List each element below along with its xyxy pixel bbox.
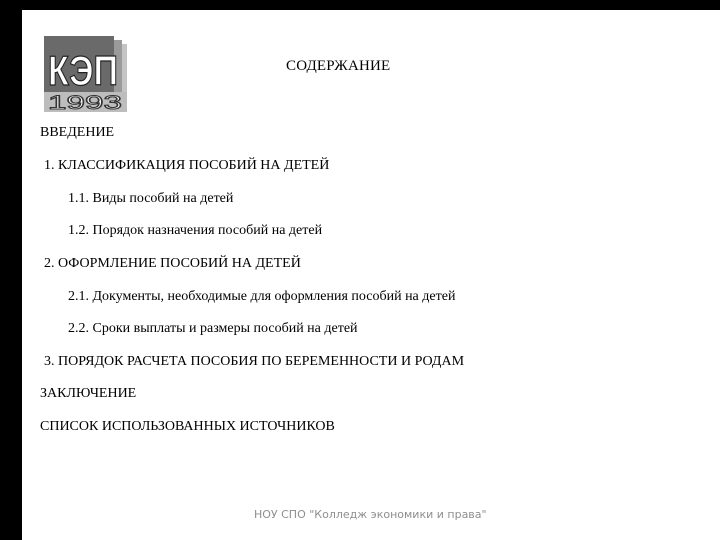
toc-item-section-2-1: 2.1. Документы, необходимые для оформления пособий на детей (68, 289, 456, 304)
toc-item-section-3: 3. ПОРЯДОК РАСЧЕТА ПОСОБИЯ ПО БЕРЕМЕННОСТИ И РОДАМ (44, 354, 465, 369)
toc-item-section-1-1: 1.1. Виды пособий на детей (68, 191, 234, 206)
toc-item-section-1: 1. КЛАССИФИКАЦИЯ ПОСОБИЙ НА ДЕТЕЙ (44, 158, 330, 173)
slide-page (22, 10, 720, 540)
toc-item-references: СПИСОК ИСПОЛЬЗОВАННЫХ ИСТОЧНИКОВ (40, 419, 335, 434)
toc-item-conclusion: ЗАКЛЮЧЕНИЕ (40, 386, 137, 401)
toc-item-introduction: ВВЕДЕНИЕ (40, 125, 115, 140)
logo-year: 1993 (48, 93, 122, 114)
page-title: СОДЕРЖАНИЕ (286, 58, 391, 74)
toc-item-section-2: 2. ОФОРМЛЕНИЕ ПОСОБИЙ НА ДЕТЕЙ (44, 256, 301, 271)
college-logo (40, 32, 130, 114)
toc-item-section-2-2: 2.2. Сроки выплаты и размеры пособий на детей (68, 321, 358, 336)
toc-item-section-1-2: 1.2. Порядок назначения пособий на детей (68, 223, 323, 238)
footer-text: НОУ СПО "Колледж экономики и права" (254, 508, 487, 521)
logo-text: КЭП (48, 47, 118, 94)
